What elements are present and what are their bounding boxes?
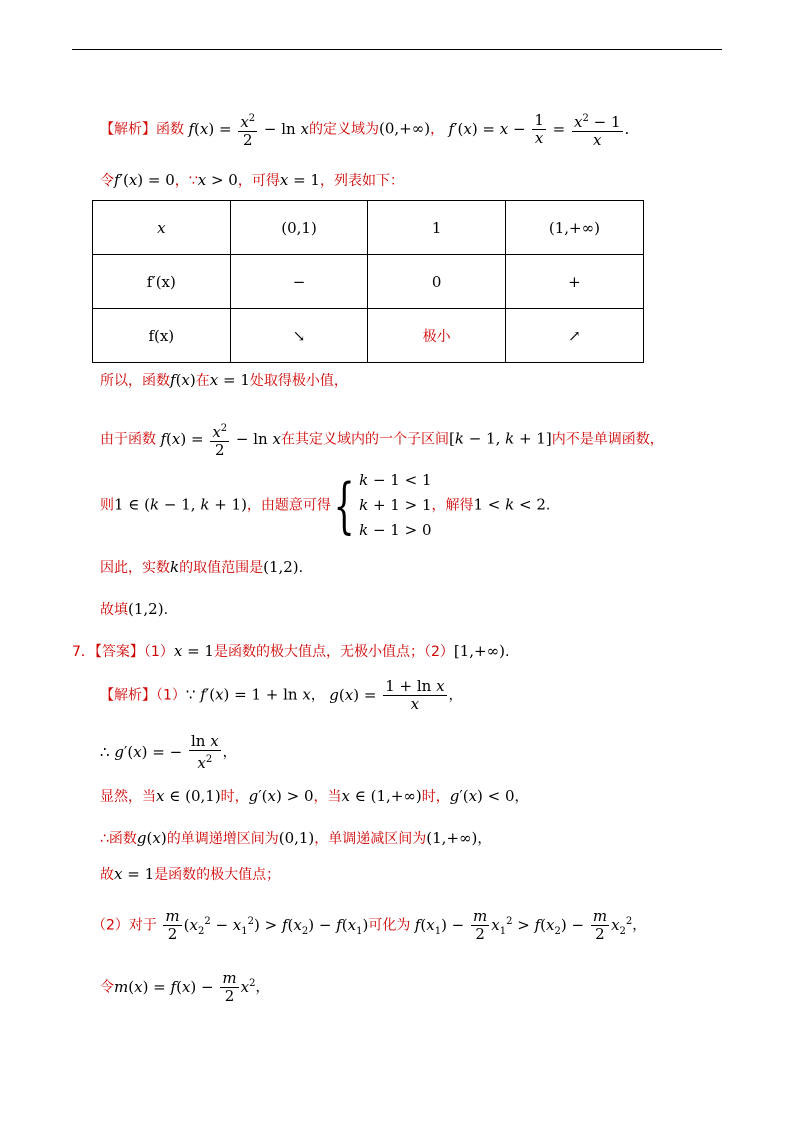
- solution7-line-2: ∴ g′(x) = − $\frac{\text{ln x}}{x^2}$ ，: [100, 732, 237, 772]
- solution-line-4: 由于函数 f(x) = $\frac{x^2}{2}$ − ln x在其定义域内的一个子区间[k − 1, k + 1]内不是单调函数，: [100, 420, 664, 459]
- table-cell: x: [93, 201, 231, 255]
- solution7-line-5: 故x = 1是函数的极大值点；: [100, 865, 281, 883]
- table-cell: +: [505, 255, 643, 309]
- table-cell: −: [230, 255, 368, 309]
- sign-table: [92, 200, 644, 363]
- solution7-line-3: 显然，当x ∈ (0,1)时，g′(x) > 0，当x ∈ (1,+∞)时，g′(x) < 0，: [100, 787, 529, 805]
- solution7-line-6: （2）对于 $\frac{m}{2}$ $(x_2^2 - x_1^2) > f(x_2) - f(x_1)$可化为 $f(x_1)$ − $\frac{m}{2}$ $x_1^2 > f(x_2)$ − $\frac{m}{2}$ $x_2^2$，: [92, 907, 647, 943]
- table-cell: ↘: [230, 309, 368, 363]
- solution-line-6: 因此，实数k的取值范围是(1,2).: [100, 558, 304, 576]
- table-cell: 0: [368, 255, 505, 309]
- solution7-line-4: ∴函数g(x)的单调递增区间为(0,1)，单调递减区间为(1,+∞)，: [100, 829, 492, 847]
- solution-line-3: 所以，函数f(x)在x = 1处取得极小值，: [100, 371, 348, 389]
- header-rule: [72, 49, 722, 50]
- solution-line-7: 故填(1,2).: [100, 600, 169, 618]
- solution-line-2: 令f′(x) = 0，∵x > 0，可得x = 1，列表如下：: [100, 171, 404, 189]
- table-cell: f′(x): [93, 255, 231, 309]
- table-cell: f(x): [93, 309, 231, 363]
- table-cell: 1: [368, 201, 505, 255]
- table-cell: ↗: [505, 309, 643, 363]
- solution7-line-1: 【解析】（1）∵ f′(x) = 1 + ln x， g(x) = $\frac{\text{1 + ln x}}{x}$ ，: [100, 677, 463, 713]
- solution-line-5: 则1 ∈ (k − 1, k + 1)，由题意可得{ k − 1 < 1 k + 1 > 1 k − 1 > 0 ，解得1 < k < 2.: [100, 470, 551, 541]
- solution-line-1: 【解析】函数 f(x) = $\frac{x^2}{2}$ − ln x的定义域为(0,+∞)， f′(x) = x − $\frac{1}{x}$ = $\frac{x^2 - 1}{x}$ .: [100, 111, 630, 149]
- table-cell: 极小: [368, 309, 505, 363]
- table-cell: (1,+∞): [505, 201, 643, 255]
- answer-7: 7．【答案】（1）x = 1是函数的极大值点，无极小值点；（2）[1,+∞).: [72, 642, 510, 660]
- table-cell: (0,1): [230, 201, 368, 255]
- solution7-line-7: 令m(x) = f(x) − $\frac{m}{2}$ $x^2$，: [100, 969, 270, 1005]
